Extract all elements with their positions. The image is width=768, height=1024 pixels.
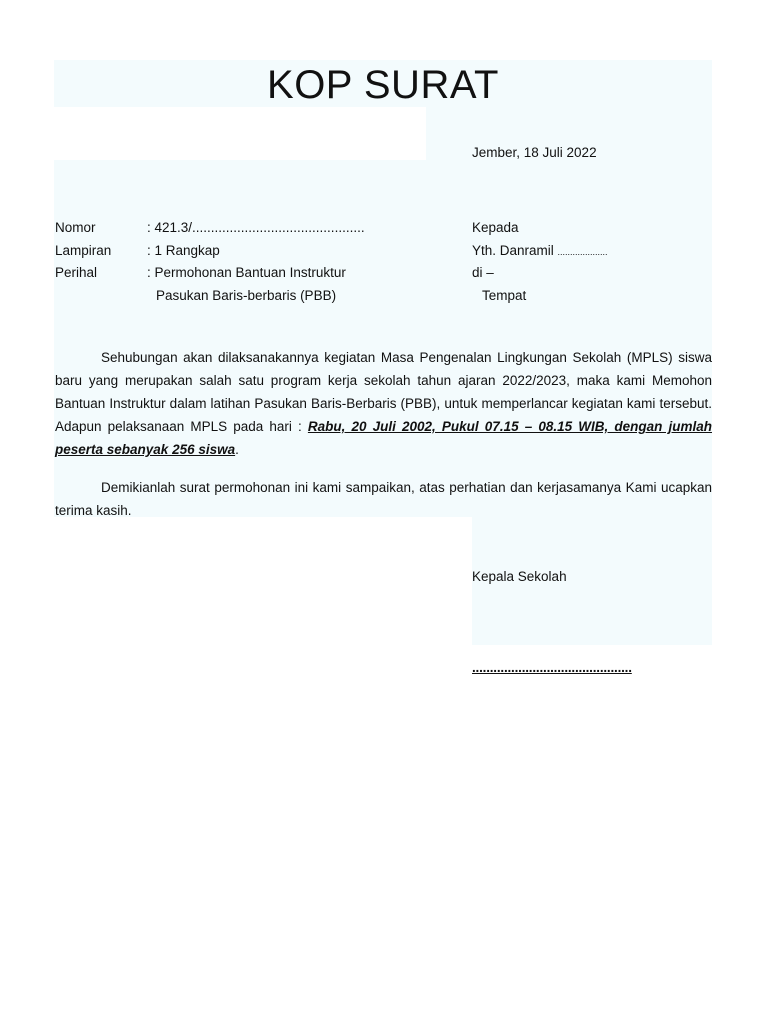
body-paragraph-2-text: Demikianlah surat permohonan ini kami sampaikan, atas perhatian dan kerjasamanya Kami ucapkan terima kasih. bbox=[55, 480, 712, 518]
recipient-tempat: Tempat bbox=[482, 288, 527, 303]
recipient-yth bbox=[472, 242, 608, 261]
schedule-emphasis: Rabu, 20 Juli 2002, Pukul 07.15 – 08.15 WIB, dengan jumlah peserta sebanyak 256 siswa bbox=[55, 419, 712, 457]
letter-date: Jember, 18 Juli 2022 bbox=[472, 145, 597, 160]
body-paragraph-1 bbox=[55, 346, 712, 461]
lampiran-label: Lampiran bbox=[55, 243, 112, 258]
nomor-label: Nomor bbox=[55, 220, 96, 235]
letterhead-title: KOP SURAT bbox=[267, 63, 499, 107]
recipient-di: di – bbox=[472, 265, 494, 280]
recipient-yth-dots: .................... bbox=[557, 247, 608, 257]
body-shade bbox=[54, 160, 712, 517]
body-paragraph-1-end: . bbox=[235, 442, 239, 457]
signature-name-placeholder: ............................................. bbox=[472, 660, 632, 675]
recipient-kepada: Kepada bbox=[472, 220, 519, 235]
recipient-yth-text: Yth. Danramil bbox=[472, 243, 554, 258]
body-paragraph-1-text: Sehubungan akan dilaksanakannya kegiatan Masa Pengenalan Lingkungan Sekolah (MPLS) siswa baru yang merupakan salah satu program kerja sekolah tahun ajaran 2022/2023, maka kami Memohon Bantuan Instruktur dalam latihan Pasukan Baris-Berbaris (PBB), untuk memperlancar kegiatan kami tersebut. Adapun pelaksanaan MPLS pada hari : bbox=[55, 350, 712, 434]
perihal-label: Perihal bbox=[55, 265, 98, 280]
signature-title: Kepala Sekolah bbox=[472, 569, 567, 584]
perihal-value-line1: : Permohonan Bantuan Instruktur bbox=[147, 265, 346, 280]
lampiran-value: : 1 Rangkap bbox=[147, 243, 220, 258]
body-paragraph-2 bbox=[55, 476, 712, 522]
nomor-value: : 421.3/.............................................. bbox=[147, 220, 365, 235]
perihal-value-line2: Pasukan Baris-berbaris (PBB) bbox=[156, 288, 337, 303]
